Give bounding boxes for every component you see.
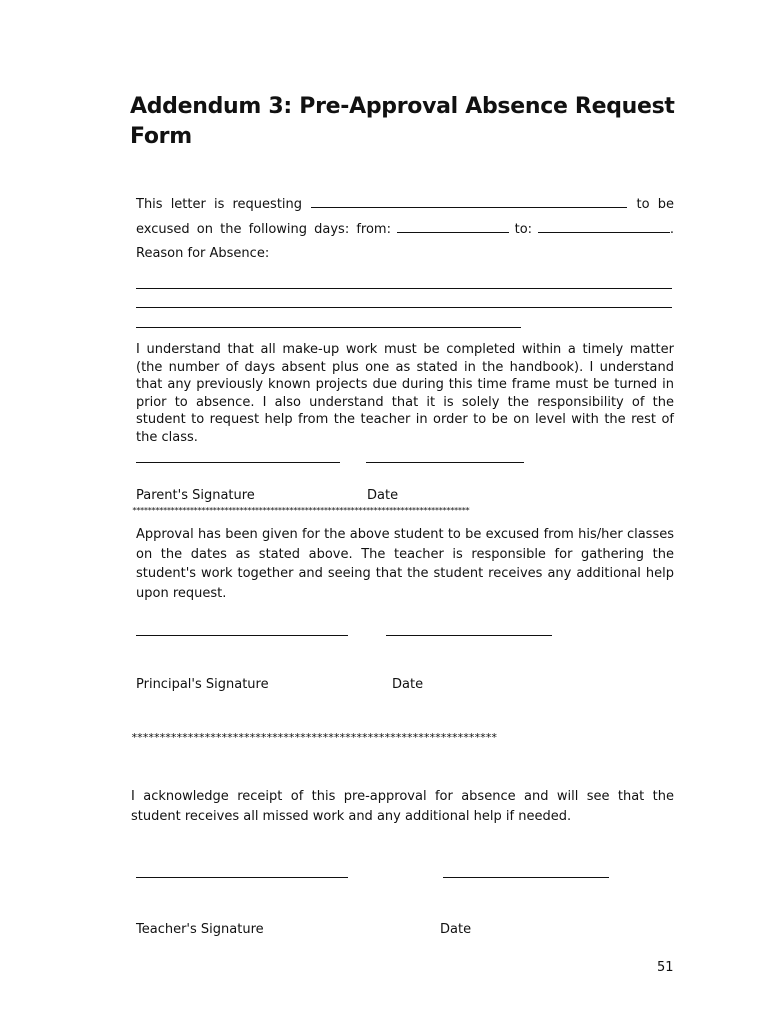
- principal-date-label: Date: [392, 677, 424, 692]
- student-name-field[interactable]: [311, 195, 627, 208]
- separator-stars-2: *****************************************************************: [131, 731, 497, 744]
- acknowledge-paragraph: I acknowledge receipt of this pre-approval for absence and will see that the student receives all missed work and any additional help if needed.: [131, 789, 674, 824]
- principal-date-line[interactable]: [386, 635, 552, 636]
- form-title: Addendum 3: Pre-Approval Absence Request Form: [130, 94, 675, 149]
- to-label: to:: [514, 222, 533, 237]
- understanding-paragraph: I understand that all make-up work must be completed within a timely matter (the number of days absent plus one as stated in the handbook). I understand that any previously known projects due during this time frame must be turned in prior to absence. I also understand that it is solely the responsibility of the student to request help from the teacher in order to be on level with the rest of the class.: [136, 342, 674, 445]
- parent-signature-line[interactable]: [136, 462, 340, 463]
- from-date-field[interactable]: [397, 220, 509, 233]
- request-label: This letter is requesting: [136, 197, 303, 212]
- teacher-signature-line[interactable]: [136, 877, 348, 878]
- request-line-2: [136, 220, 674, 238]
- page-number: 51: [657, 960, 674, 975]
- teacher-signature-label: Teacher's Signature: [136, 922, 264, 937]
- separator-stars-1: ****************************************************************************************: [132, 505, 469, 515]
- parent-date-line[interactable]: [366, 462, 524, 463]
- reason-line-3[interactable]: [136, 327, 521, 328]
- to-date-field[interactable]: [538, 220, 670, 233]
- teacher-date-line[interactable]: [443, 877, 609, 878]
- reason-line-2[interactable]: [136, 307, 672, 308]
- reason-label: Reason for Absence:: [136, 246, 270, 261]
- from-label: excused on the following days: from:: [136, 222, 391, 237]
- principal-signature-line[interactable]: [136, 635, 348, 636]
- approval-paragraph: Approval has been given for the above student to be excused from his/her classes on the dates as stated above. The teacher is responsible for gathering the student's work together and seeing that the student receives any additional help upon request.: [136, 527, 674, 601]
- to-be-label: to be: [636, 197, 674, 212]
- teacher-date-label: Date: [440, 922, 472, 937]
- principal-signature-label: Principal's Signature: [136, 677, 269, 692]
- to-date-group: [538, 220, 674, 238]
- reason-line-1[interactable]: [136, 288, 672, 289]
- parent-signature-label: Parent's Signature: [136, 488, 255, 503]
- to-date-period: .: [669, 222, 674, 237]
- parent-date-label: Date: [367, 488, 399, 503]
- request-line-1: [136, 195, 674, 213]
